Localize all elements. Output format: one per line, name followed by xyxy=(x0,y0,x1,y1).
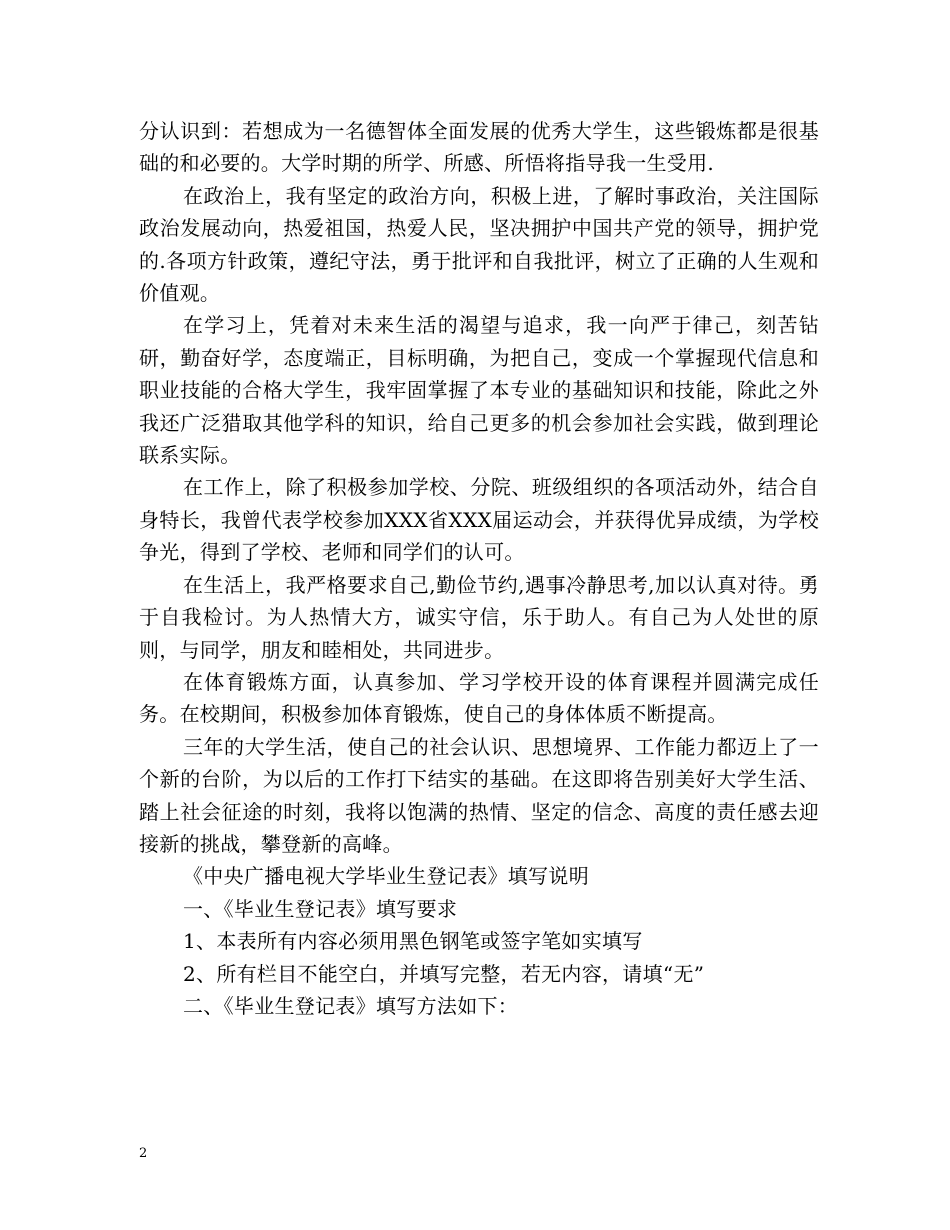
requirement-item-1: 1、本表所有内容必须用黑色钢笔或签字笔如实填写 xyxy=(183,929,643,954)
instructions-heading: 《中央广播电视大学毕业生登记表》填写说明 xyxy=(183,864,589,889)
paragraph-sports: 在体育锻炼方面，认真参加、学习学校开设的体育课程并圆满完成任务。在校期间，积极参加体育锻炼，使自己的身体体质不断提高。 xyxy=(139,669,819,727)
paragraph-politics: 在政治上，我有坚定的政治方向，积极上进，了解时事政治，关注国际政治发展动向，热爱祖国，热爱人民，坚决拥护中国共产党的领导，拥护党的.各项方针政策，遵纪守法，勇于批评和自我批评，树立了正确的人生观和价值观。 xyxy=(139,183,819,306)
paragraph-continuation: 分认识到：若想成为一名德智体全面发展的优秀大学生，这些锻炼都是很基础的和必要的。大学时期的所学、所感、所悟将指导我一生受用. xyxy=(139,119,819,176)
document-body xyxy=(139,115,819,1022)
section-two-heading: 二、《毕业生登记表》填写方法如下： xyxy=(183,993,519,1018)
paragraph-work: 在工作上，除了积极参加学校、分院、班级组织的各项活动外，结合自身特长，我曾代表学校参加XXX省XXX届运动会，并获得优异成绩，为学校争光，得到了学校、老师和同学们的认可。 xyxy=(139,475,819,565)
requirement-item-2: 2、所有栏目不能空白，并填写完整，若无内容，请填“无” xyxy=(183,961,705,986)
paragraph-study: 在学习上，凭着对未来生活的渴望与追求，我一向严于律己，刻苦钻研，勤奋好学，态度端正，目标明确，为把自己，变成一个掌握现代信息和职业技能的合格大学生，我牢固掌握了本专业的基础知识和技能，除此之外我还广泛猎取其他学科的知识，给自己更多的机会参加社会实践，做到理论联系实际。 xyxy=(139,313,819,468)
section-one-heading: 一、《毕业生登记表》填写要求 xyxy=(183,896,458,921)
paragraph-summary: 三年的大学生活，使自己的社会认识、思想境界、工作能力都迈上了一个新的台阶，为以后的工作打下结实的基础。在这即将告别美好大学生活、踏上社会征途的时刻，我将以饱满的热情、坚定的信念、高度的责任感去迎接新的挑战，攀登新的高峰。 xyxy=(139,734,819,856)
page-number: 2 xyxy=(139,1146,148,1161)
paragraph-life: 在生活上，我严格要求自己,勤俭节约,遇事冷静思考,加以认真对待。勇于自我检讨。为人热情大方，诚实守信，乐于助人。有自己为人处世的原则，与同学，朋友和睦相处，共同进步。 xyxy=(139,572,819,662)
